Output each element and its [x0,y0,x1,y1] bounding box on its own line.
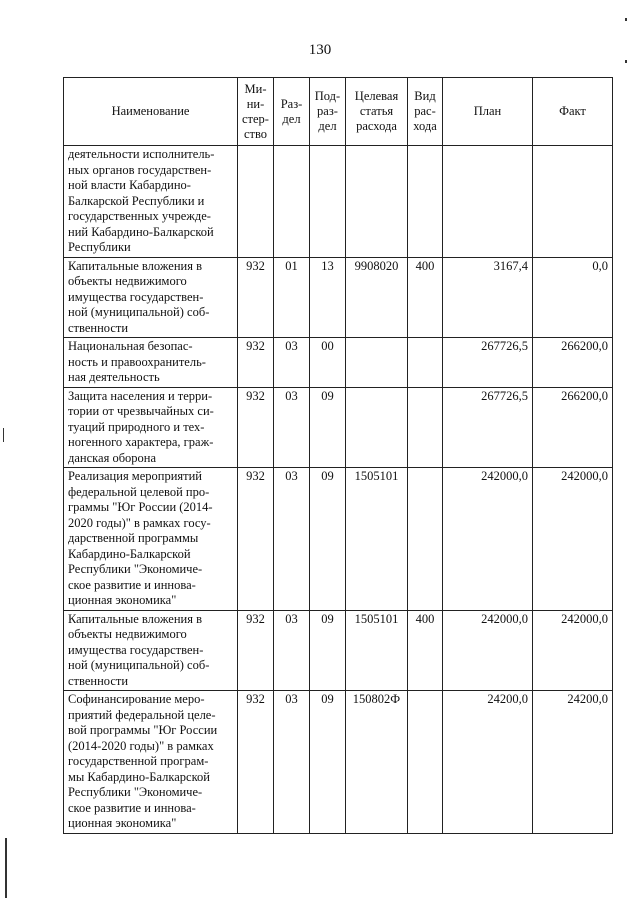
header-section: Раз- дел [274,78,310,146]
table-row [64,338,613,388]
header-fact: Факт [533,78,613,146]
cell-expense-type [408,338,443,388]
table-row [64,691,613,834]
cell-name: деятельности исполнитель- ных органов государствен- ной власти Кабардино- Балкарской Республики и государственных учрежде- ний Кабардино-Балкарской Республики [64,146,238,258]
cell-subsection: 13 [310,257,346,338]
cell-fact: 242000,0 [533,610,613,691]
table-row [64,468,613,611]
cell-section: 03 [274,387,310,468]
cell-subsection [310,146,346,258]
cell-fact: 266200,0 [533,387,613,468]
scan-mark-left-bottom [5,838,7,898]
cell-ministry: 932 [238,257,274,338]
table-row [64,257,613,338]
cell-ministry: 932 [238,338,274,388]
cell-ministry: 932 [238,691,274,834]
cell-plan: 267726,5 [443,338,533,388]
cell-target [346,338,408,388]
cell-plan: 267726,5 [443,387,533,468]
cell-target [346,387,408,468]
cell-plan: 3167,4 [443,257,533,338]
cell-target [346,146,408,258]
header-row [64,78,613,146]
cell-expense-type [408,691,443,834]
cell-name: Капитальные вложения в объекты недвижимого имущества государствен- ной (муниципальной) соб- ственности [64,257,238,338]
cell-section: 03 [274,338,310,388]
cell-ministry: 932 [238,610,274,691]
table-row [64,610,613,691]
table-row [64,146,613,258]
cell-expense-type: 400 [408,610,443,691]
header-name: Наименование [64,78,238,146]
cell-subsection: 00 [310,338,346,388]
cell-ministry [238,146,274,258]
cell-fact [533,146,613,258]
cell-section: 01 [274,257,310,338]
cell-section: 03 [274,468,310,611]
cell-section: 03 [274,610,310,691]
cell-subsection: 09 [310,387,346,468]
cell-name: Национальная безопас- ность и правоохранитель- ная деятельность [64,338,238,388]
header-subsection: Под- раз- дел [310,78,346,146]
cell-fact: 242000,0 [533,468,613,611]
budget-table [63,77,613,834]
cell-subsection: 09 [310,468,346,611]
table-row [64,387,613,468]
header-ministry: Ми- ни- стер- ство [238,78,274,146]
cell-subsection: 09 [310,610,346,691]
cell-plan: 242000,0 [443,468,533,611]
cell-plan: 24200,0 [443,691,533,834]
cell-fact: 0,0 [533,257,613,338]
cell-target: 1505101 [346,468,408,611]
cell-target: 150802Ф [346,691,408,834]
cell-expense-type: 400 [408,257,443,338]
cell-subsection: 09 [310,691,346,834]
cell-target: 9908020 [346,257,408,338]
cell-section: 03 [274,691,310,834]
cell-name: Защита населения и терри- тории от чрезвычайных си- туаций природного и тех- ногенного характера, граж- данская оборона [64,387,238,468]
cell-name: Реализация мероприятий федеральной целевой про- граммы "Юг России (2014- 2020 годы)" в рамках госу- дарственной программы Кабардино-Балкарской Республики "Экономиче- ское развитие и иннова- ционная экономика" [64,468,238,611]
cell-ministry: 932 [238,468,274,611]
header-plan: План [443,78,533,146]
scan-mark-left-top [3,428,4,442]
header-target: Целевая статья расхода [346,78,408,146]
cell-expense-type [408,387,443,468]
cell-ministry: 932 [238,387,274,468]
cell-target: 1505101 [346,610,408,691]
cell-expense-type [408,146,443,258]
cell-plan: 242000,0 [443,610,533,691]
cell-name: Софинансирование меро- приятий федеральной целе- вой программы "Юг России (2014-2020 годы)" в рамках государственной програм- мы Кабардино-Балкарской Республики "Экономиче- ское развитие и иннова- ционная экономика" [64,691,238,834]
cell-expense-type [408,468,443,611]
cell-section [274,146,310,258]
header-expense-type: Вид рас- хода [408,78,443,146]
page-number: 130 [308,42,332,58]
cell-plan [443,146,533,258]
scan-mark-right [625,60,627,63]
cell-fact: 24200,0 [533,691,613,834]
table-body [64,146,613,834]
cell-fact: 266200,0 [533,338,613,388]
cell-name: Капитальные вложения в объекты недвижимого имущества государствен- ной (муниципальной) соб- ственности [64,610,238,691]
scan-mark-right-top [625,18,627,21]
